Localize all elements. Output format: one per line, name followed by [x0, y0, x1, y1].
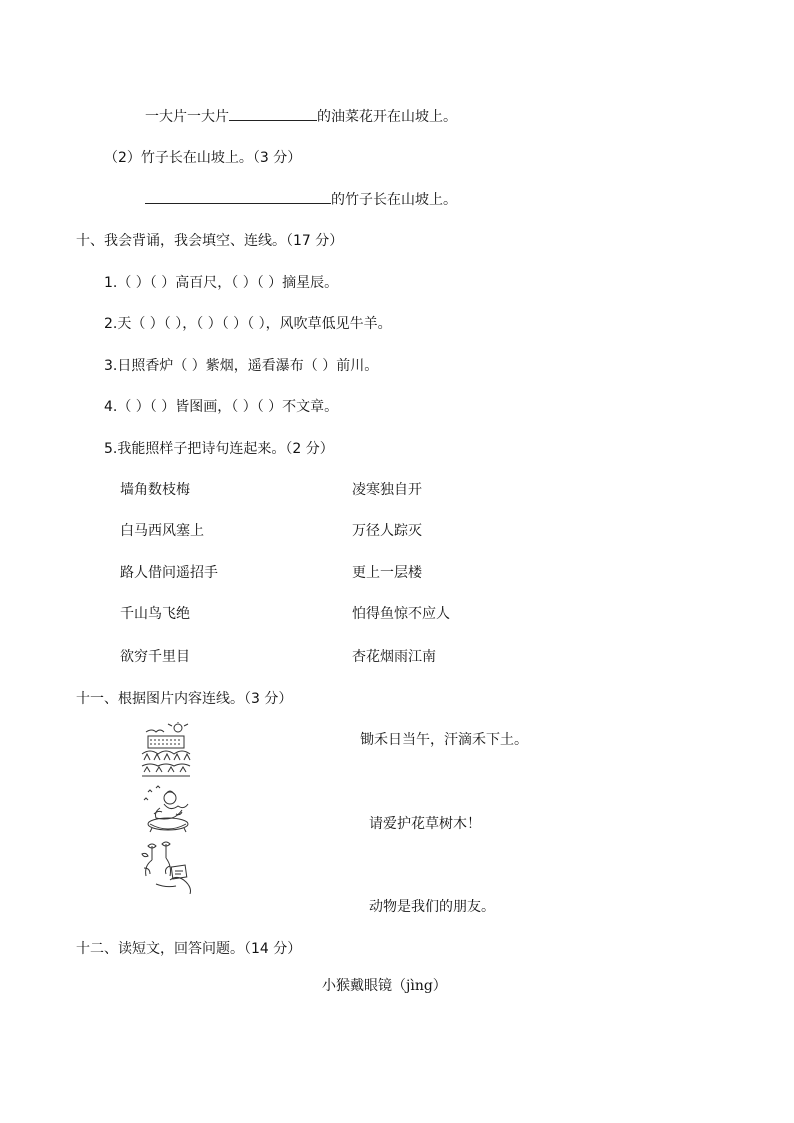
poem-left-2[interactable]: 白马西风塞上 — [120, 523, 204, 539]
item-text: 摘星辰。 — [282, 275, 339, 291]
picture-child-with-animal[interactable] — [140, 784, 194, 836]
poem-right-4[interactable]: 怕得鱼惊不应人 — [352, 606, 450, 622]
answer-blank[interactable] — [145, 189, 331, 204]
item-number: 1. — [104, 275, 118, 291]
fill-parens[interactable]: 天（ ）（ ），（ ）（ ）（ ） — [117, 316, 266, 332]
picture-farmer-hoeing[interactable] — [138, 722, 194, 778]
item-text: ，风吹草低见牛羊。 — [265, 316, 392, 332]
caption-3[interactable]: 动物是我们的朋友。 — [369, 899, 495, 915]
poem-right-2[interactable]: 万径人踪灭 — [352, 523, 422, 539]
q11-heading: 十一、根据图片内容连线。（3 分） — [76, 691, 293, 707]
q9-subquestion-2: （2）竹子长在山坡上。（3 分） — [104, 150, 302, 166]
poem-right-3[interactable]: 更上一层楼 — [352, 565, 422, 581]
answer-blank[interactable] — [229, 106, 317, 121]
item-number: 4. — [104, 399, 118, 415]
q10-heading: 十、我会背诵，我会填空、连线。（17 分） — [76, 233, 344, 249]
fill-parens[interactable]: （ ）（ ） — [117, 275, 176, 291]
item-text: 高百尺， — [175, 275, 232, 291]
q10-item-4 — [104, 397, 338, 417]
poem-left-1[interactable]: 墙角数枝梅 — [120, 482, 190, 498]
poem-right-5[interactable]: 杏花烟雨江南 — [352, 649, 436, 665]
q9-line-1-prefix: 一大片一大片 — [145, 109, 229, 125]
q10-item-1 — [104, 273, 338, 293]
item-text[interactable]: 日照香炉（ ）紫烟，遥看瀑布（ ）前川。 — [117, 358, 379, 374]
caption-2[interactable]: 请爱护花草树木！ — [369, 816, 481, 832]
fill-parens[interactable]: （ ）（ ） — [231, 275, 283, 291]
q10-item-5: 5.我能照样子把诗句连起来。（2 分） — [104, 441, 334, 457]
q9-line-3-suffix: 的竹子长在山坡上。 — [331, 192, 457, 208]
poem-left-3[interactable]: 路人借问遥招手 — [120, 565, 218, 581]
q9-line-1 — [145, 106, 457, 127]
picture-hand-and-plant[interactable] — [134, 840, 200, 894]
caption-1[interactable]: 锄禾日当午，汗滴禾下土。 — [360, 732, 528, 748]
poem-left-5[interactable]: 欲穷千里目 — [120, 649, 190, 665]
poem-left-4[interactable]: 千山鸟飞绝 — [120, 606, 190, 622]
item-text[interactable]: （ ）（ ）皆图画，（ ）（ ）不文章。 — [117, 399, 339, 415]
q9-line-1-suffix: 的油菜花开在山坡上。 — [317, 109, 457, 125]
poem-right-1[interactable]: 凌寒独自开 — [352, 482, 422, 498]
q12-heading: 十二、读短文，回答问题。（14 分） — [76, 941, 302, 957]
item-number: 2. — [104, 316, 118, 332]
story-title: 小猴戴眼镜（jìng） — [322, 978, 447, 994]
item-number: 3. — [104, 358, 118, 374]
q9-line-3 — [145, 189, 457, 210]
q10-item-3 — [104, 356, 378, 376]
q10-item-2 — [104, 314, 392, 334]
